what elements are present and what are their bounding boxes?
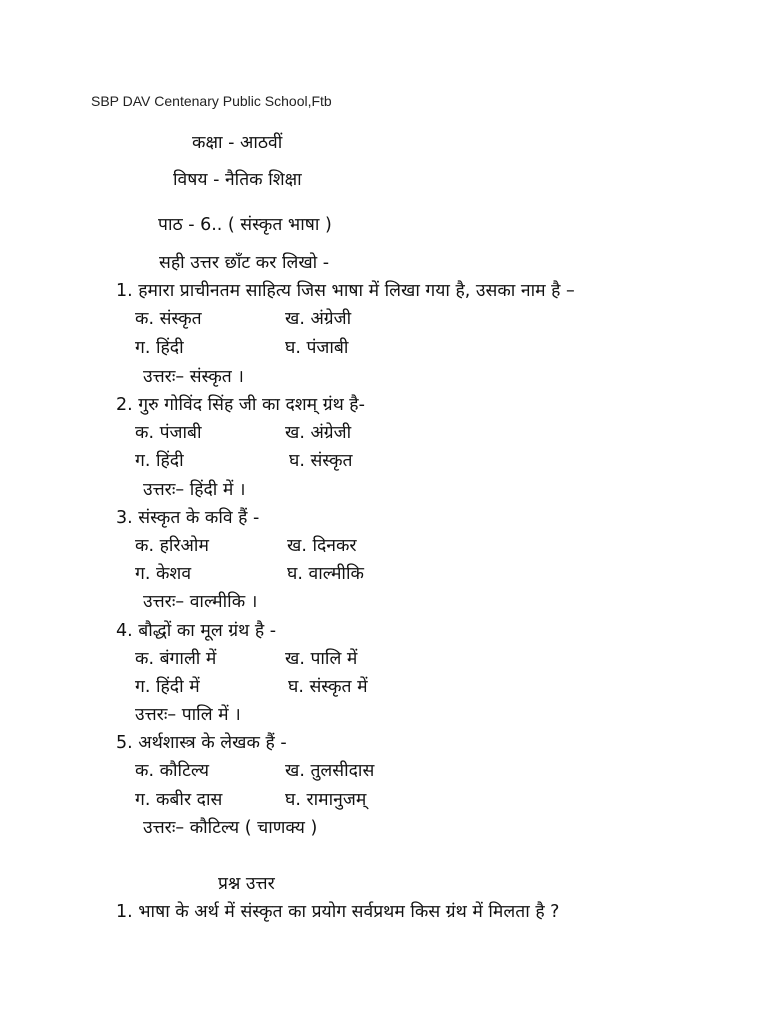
question-3: 3. संस्कृत के कवि हैं - [116,508,260,528]
q5-answer: उत्तरः– कौटिल्य ( चाणक्य ) [143,818,318,838]
subject-line: विषय - नैतिक शिक्षा [173,170,302,190]
q5-option-ga: ग. कबीर दास [135,790,223,810]
q2-option-ga: ग. हिंदी [135,451,184,471]
q4-option-ka: क. बंगाली में [135,649,217,669]
q2-option-kha: ख. अंग्रेजी [285,423,352,443]
q5-option-ka: क. कौटिल्य [135,761,210,781]
q2-option-gha: घ. संस्कृत [289,451,353,471]
q3-option-ga: ग. केशव [135,564,192,584]
q1-option-ga: ग. हिंदी [135,338,184,358]
q1-option-gha: घ. पंजाबी [285,338,349,358]
q4-option-ga: ग. हिंदी में [135,677,200,697]
q3-answer: उत्तरः– वाल्मीकि । [143,592,258,612]
question-1: 1. हमारा प्राचीनतम साहित्य जिस भाषा में लिखा गया है, उसका नाम है – [116,281,575,301]
q3-option-ka: क. हरिओम [135,536,209,556]
qa-question-1: 1. भाषा के अर्थ में संस्कृत का प्रयोग सर्वप्रथम किस ग्रंथ में मिलता है ? [116,902,560,922]
q3-option-gha: घ. वाल्मीकि [287,564,364,584]
q1-option-ka: क. संस्कृत [135,309,202,329]
qa-heading: प्रश्न उत्तर [218,874,275,894]
q4-answer: उत्तरः– पालि में । [135,705,241,725]
question-2: 2. गुरु गोविंद सिंह जी का दशम् ग्रंथ है- [116,395,365,415]
q1-option-kha: ख. अंग्रेजी [285,309,352,329]
question-5: 5. अर्थशास्त्र के लेखक हैं - [116,733,287,753]
q4-option-gha: घ. संस्कृत में [288,677,368,697]
q5-option-gha: घ. रामानुजम् [285,790,367,810]
lesson-line: पाठ - 6.. ( संस्कृत भाषा ) [158,215,332,235]
q2-option-ka: क. पंजाबी [135,423,202,443]
q4-option-kha: ख. पालि में [285,649,358,669]
q1-answer: उत्तरः– संस्कृत । [143,367,244,387]
q3-option-kha: ख. दिनकर [287,536,357,556]
instruction-line: सही उत्तर छाँट कर लिखो - [159,253,330,273]
q2-answer: उत्तरः– हिंदी में । [143,480,246,500]
class-line: कक्षा - आठवीं [192,133,283,153]
q5-option-kha: ख. तुलसीदास [285,761,375,781]
school-name: SBP DAV Centenary Public School,Ftb [91,93,332,109]
question-4: 4. बौद्धों का मूल ग्रंथ है - [116,621,277,641]
